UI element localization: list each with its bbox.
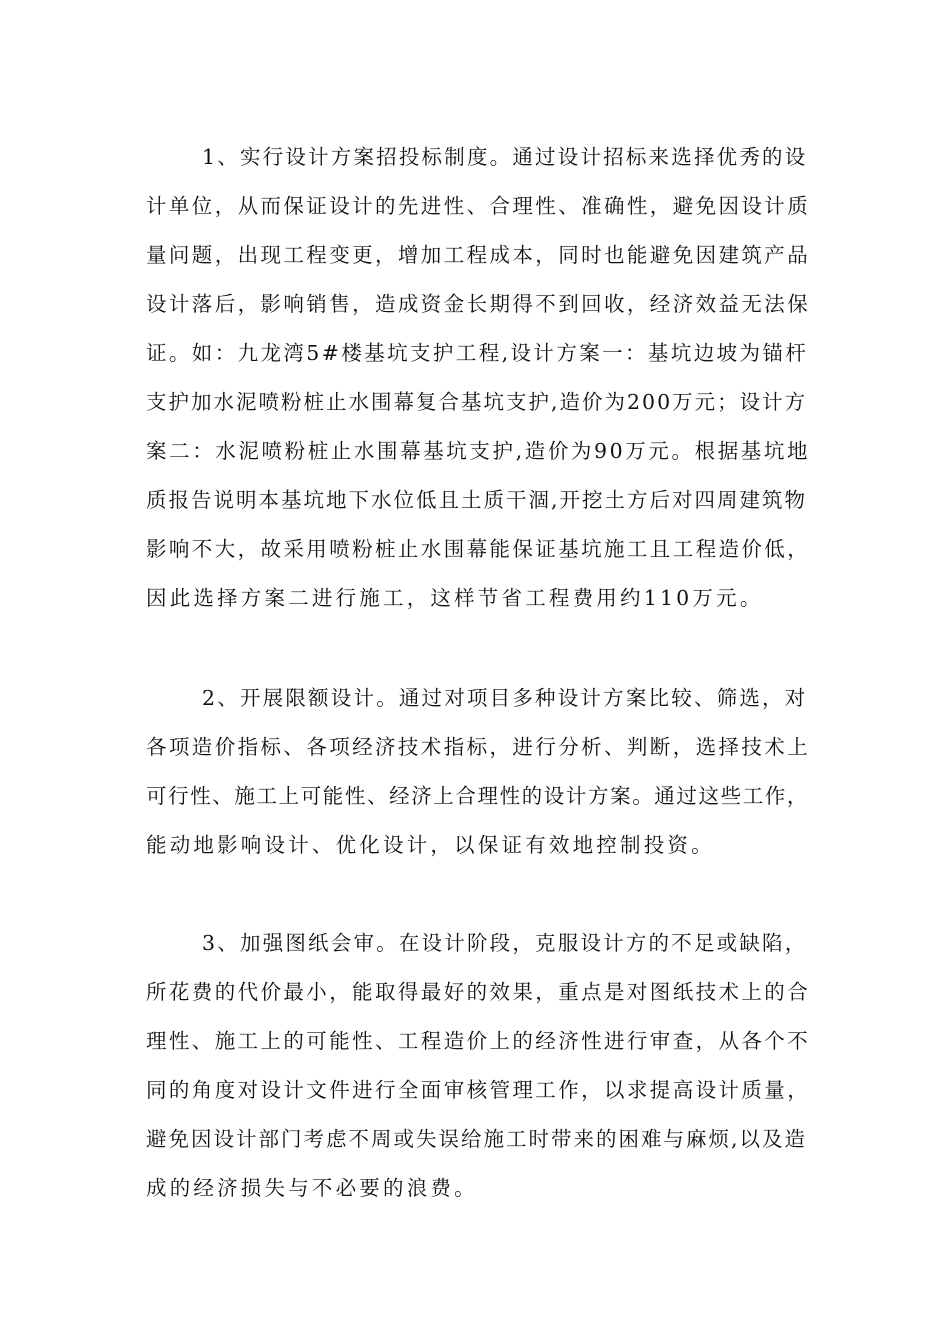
paragraph-line: 设计落后，影响销售，造成资金长期得不到回收，经济效益无法保 <box>146 292 811 316</box>
paragraph-design-bidding <box>146 133 810 623</box>
paragraph-line: 案二：水泥喷粉桩止水围幕基坑支护,造价为90万元。根据基坑地 <box>146 439 811 463</box>
paragraph-line: 影响不大，故采用喷粉桩止水围幕能保证基坑施工且工程造价低， <box>146 537 811 561</box>
paragraph-line: 1、实行设计方案招投标制度。通过设计招标来选择优秀的设 <box>202 145 808 169</box>
paragraph-line: 成的经济损失与不必要的浪费。 <box>146 1176 478 1200</box>
paragraph-line: 所花费的代价最小，能取得最好的效果，重点是对图纸技术上的合 <box>146 980 811 1004</box>
paragraph-line: 证。如：九龙湾5#楼基坑支护工程,设计方案一：基坑边坡为锚杆 <box>146 341 809 365</box>
paragraph-line: 2、开展限额设计。通过对项目多种设计方案比较、筛选，对 <box>202 686 808 710</box>
paragraph-line: 各项造价指标、各项经济技术指标，进行分析、判断，选择技术上 <box>146 735 811 759</box>
paragraph-quota-design <box>146 674 810 870</box>
paragraph-line: 可行性、施工上可能性、经济上合理性的设计方案。通过这些工作， <box>146 784 809 808</box>
paragraph-line: 避免因设计部门考虑不周或失误给施工时带来的困难与麻烦,以及造 <box>146 1127 808 1151</box>
paragraph-line: 理性、施工上的可能性、工程造价上的经济性进行审查，从各个不 <box>146 1029 811 1053</box>
paragraph-line: 计单位，从而保证设计的先进性、合理性、准确性，避免因设计质 <box>146 194 811 218</box>
paragraph-line: 因此选择方案二进行施工，这样节省工程费用约110万元。 <box>146 586 764 610</box>
paragraph-line: 支护加水泥喷粉桩止水围幕复合基坑支护,造价为200万元；设计方 <box>146 390 808 414</box>
paragraph-line: 3、加强图纸会审。在设计阶段，克服设计方的不足或缺陷， <box>202 931 808 955</box>
paragraph-line: 量问题，出现工程变更，增加工程成本，同时也能避免因建筑产品 <box>146 243 811 267</box>
paragraph-line: 质报告说明本基坑地下水位低且土质干涸,开挖土方后对四周建筑物 <box>146 488 808 512</box>
paragraph-line: 同的角度对设计文件进行全面审核管理工作，以求提高设计质量， <box>146 1078 811 1102</box>
paragraph-drawing-review <box>146 919 810 1213</box>
paragraph-line: 能动地影响设计、优化设计，以保证有效地控制投资。 <box>146 833 715 857</box>
